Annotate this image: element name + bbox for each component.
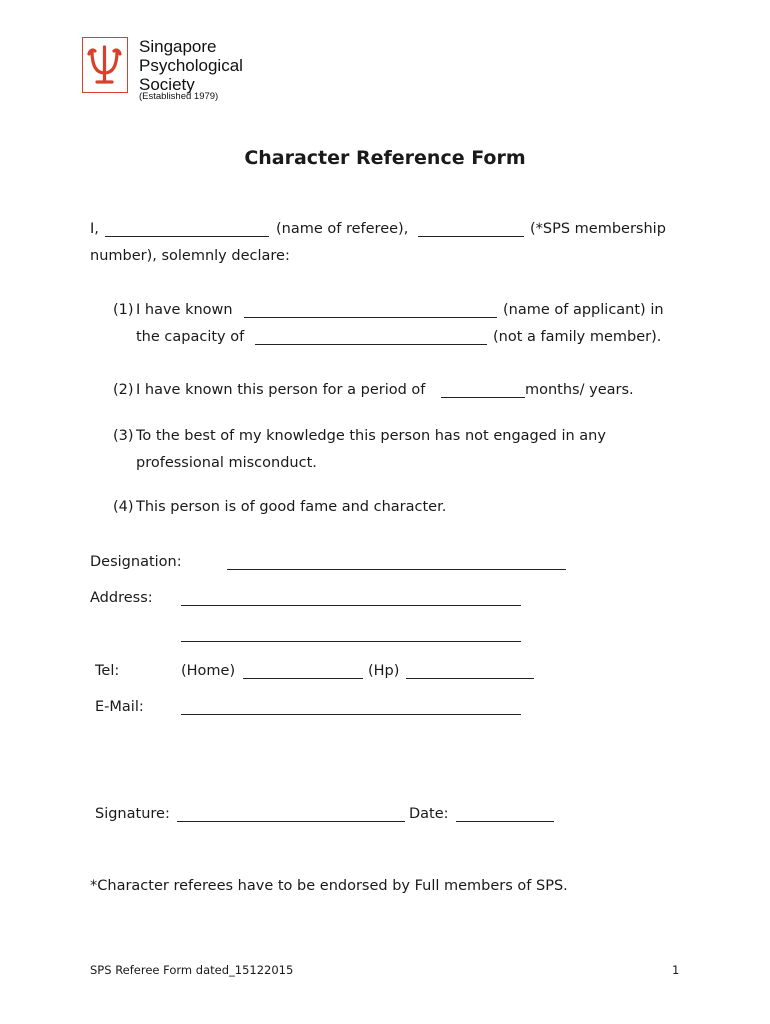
- item-1-text-d: (not a family member).: [493, 329, 662, 345]
- item-1-text-b: (name of applicant) in: [503, 302, 664, 318]
- footer-doc-id: SPS Referee Form dated_15122015: [90, 963, 294, 977]
- org-name-line-1: Singapore: [139, 37, 217, 56]
- tel-label: Tel:: [95, 663, 120, 679]
- item-1-text-a: I have known: [136, 302, 233, 318]
- home-phone-blank[interactable]: [243, 678, 363, 679]
- footer-page-number: 1: [672, 963, 680, 977]
- item-1-number: (1): [113, 302, 134, 318]
- item-2-number: (2): [113, 382, 134, 398]
- declaration-prefix: I,: [90, 221, 99, 237]
- membership-number-blank[interactable]: [418, 236, 524, 237]
- item-3-text-a: To the best of my knowledge this person has not engaged in any: [136, 428, 606, 444]
- email-blank[interactable]: [181, 714, 521, 715]
- item-4-number: (4): [113, 499, 134, 515]
- endorsement-note: *Character referees have to be endorsed by Full members of SPS.: [90, 878, 568, 894]
- designation-blank[interactable]: [227, 569, 566, 570]
- declaration-line-2: number), solemnly declare:: [90, 248, 290, 264]
- signature-blank[interactable]: [177, 821, 405, 822]
- established-note: (Established 1979): [139, 91, 219, 102]
- item-3-text-b: professional misconduct.: [136, 455, 317, 471]
- designation-label: Designation:: [90, 554, 182, 570]
- referee-name-hint: (name of referee),: [276, 221, 409, 237]
- org-name-line-3: Society: [139, 75, 195, 94]
- capacity-blank[interactable]: [255, 344, 487, 345]
- hp-phone-label: (Hp): [368, 663, 400, 679]
- psi-symbol-icon: [83, 38, 126, 91]
- hp-phone-blank[interactable]: [406, 678, 534, 679]
- item-4-text-a: This person is of good fame and character.: [136, 499, 447, 515]
- address-blank-1[interactable]: [181, 605, 521, 606]
- date-label: Date:: [409, 806, 449, 822]
- applicant-name-blank[interactable]: [244, 317, 497, 318]
- form-title: Character Reference Form: [244, 147, 526, 169]
- membership-hint: (*SPS membership: [530, 221, 666, 237]
- period-blank[interactable]: [441, 397, 525, 398]
- referee-name-blank[interactable]: [105, 236, 269, 237]
- email-label: E-Mail:: [95, 699, 144, 715]
- org-name-line-2: Psychological: [139, 56, 243, 75]
- home-phone-label: (Home): [181, 663, 236, 679]
- item-2-text-b: months/ years.: [525, 382, 634, 398]
- sps-logo: [82, 37, 128, 93]
- item-1-text-c: the capacity of: [136, 329, 245, 345]
- signature-label: Signature:: [95, 806, 170, 822]
- address-label: Address:: [90, 590, 153, 606]
- date-blank[interactable]: [456, 821, 554, 822]
- item-3-number: (3): [113, 428, 134, 444]
- address-blank-2[interactable]: [181, 641, 521, 642]
- item-2-text-a: I have known this person for a period of: [136, 382, 426, 398]
